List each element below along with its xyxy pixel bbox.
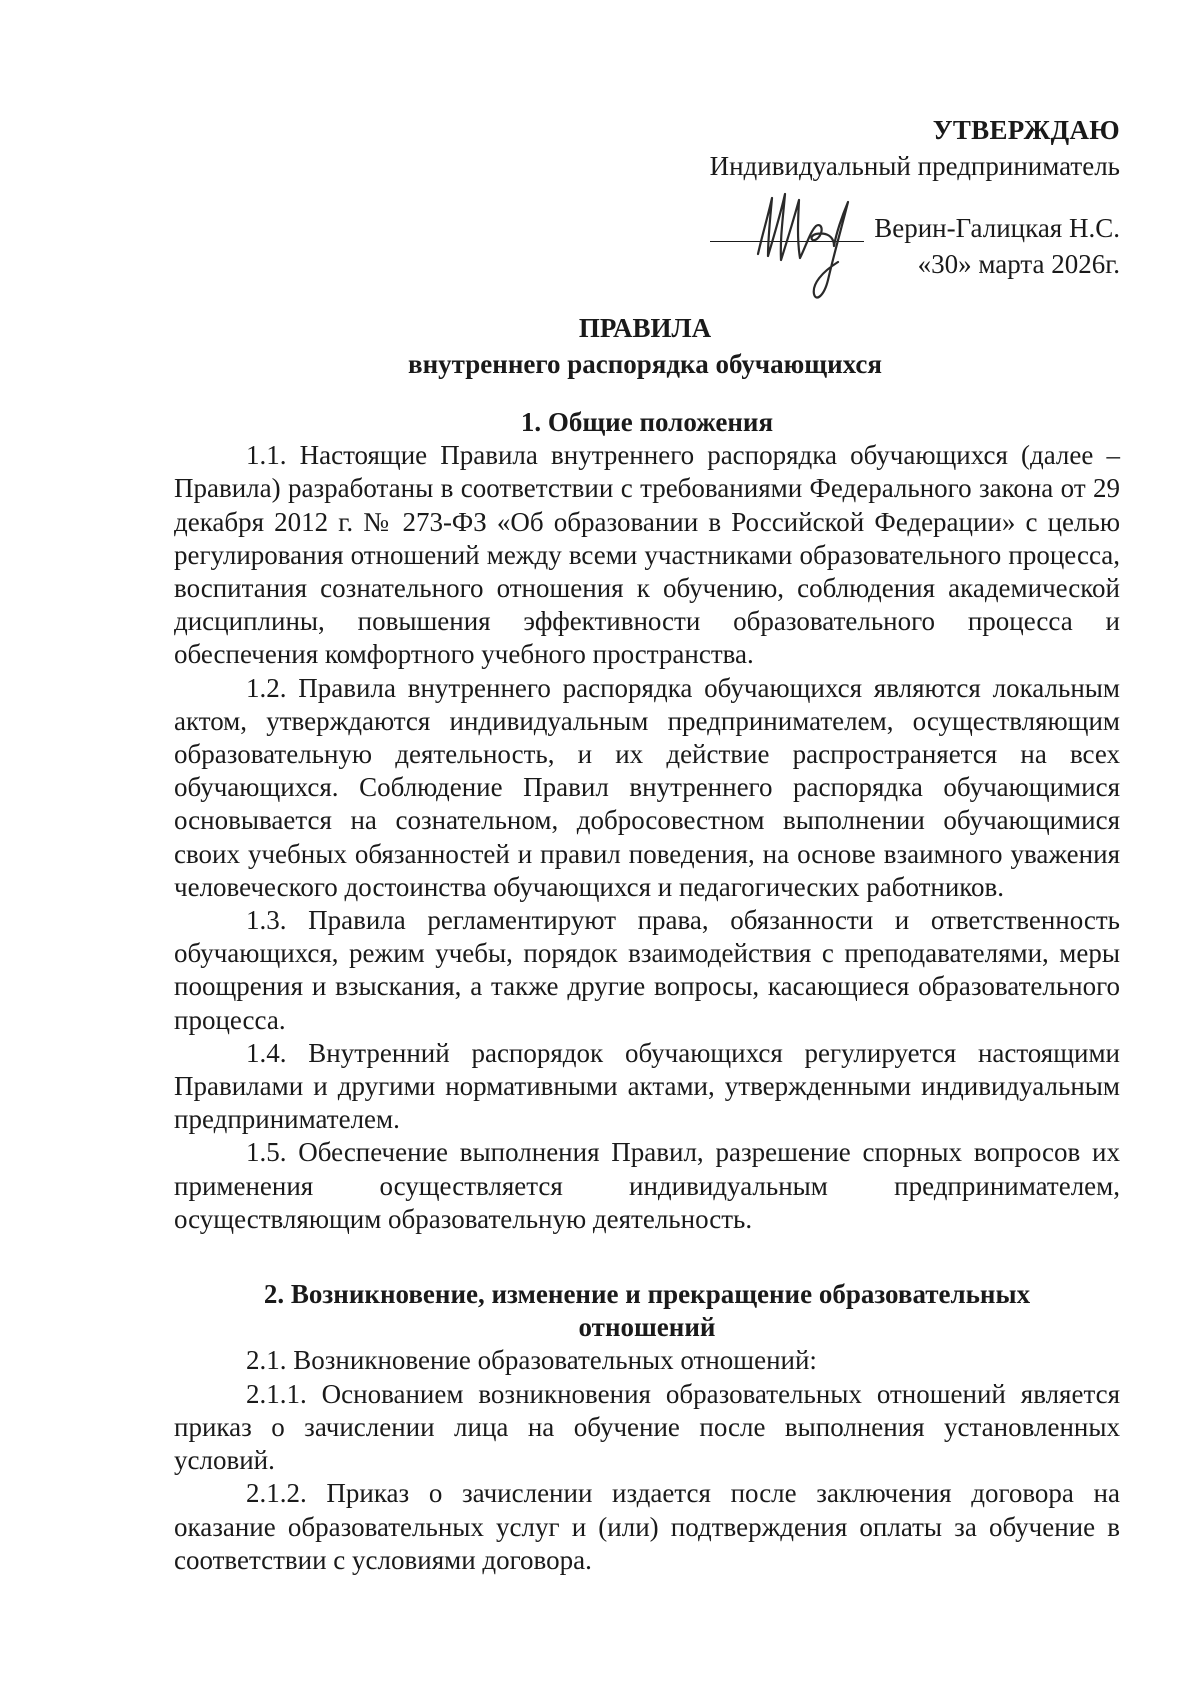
document-title: ПРАВИЛА [578,313,712,343]
approval-block [560,112,1120,282]
document-subtitle: внутреннего распорядка обучающихся [408,349,882,379]
handwritten-signature [738,176,868,306]
signature-line [560,210,1120,246]
paragraph-2-1: 2.1. Возникновение образовательных отношений: [246,1345,817,1376]
paragraph-1-5: 1.5. Обеспечение выполнения Правил, разрешение спорных вопросов их применения осуществляется индивидуальным предпринимателем, осуществляющим образовательную деятельность. [174,1137,1120,1234]
paragraph-1-2: 1.2. Правила внутреннего распорядка обучающихся являются локальным актом, утверждаются индивидуальным предпринимателем, осуществляющим образовательную деятельность, и их действие распространяется на всех обучающихся. Соблюдение Правил внутреннего распорядка обучающимися основывается на сознательном, добросовестном выполнении обучающимися своих учебных обязанностей и правил поведения, на основе взаимного уважения человеческого достоинства обучающихся и педагогических работников. [174,672,1120,902]
document-title-block [170,310,1120,382]
section-heading-2: 2. Возникновение, изменение и прекращение образовательных отношений [263,1279,1031,1343]
paragraph-1-4: 1.4. Внутренний распорядок обучающихся регулируется настоящими Правилами и другими нормативными актами, утвержденными индивидуальным предпринимателем. [174,1037,1120,1135]
paragraph-1-1: 1.1. Настоящие Правила внутреннего распорядка обучающихся (далее – Правила) разработаны в соответствии с требованиями Федерального закона от 29 декабря 2012 г. № 273-ФЗ «Об образовании в Российской Федерации» с целью регулирования отношений между всеми участниками образовательного процесса, воспитания сознательного отношения к обучению, соблюдения академической дисциплины, повышения эффективности образовательного процесса и обеспечения комфортного учебного пространства. [174,440,1120,670]
approval-title: УТВЕРЖДАЮ [932,115,1120,145]
paragraph-2-1-1: 2.1.1. Основанием возникновения образовательных отношений является приказ о зачислении лица на обучение после выполнения установленных условий. [174,1378,1120,1476]
approval-position: Индивидуальный предприниматель [709,151,1120,181]
paragraph-2-1-2: 2.1.2. Приказ о зачислении издается после заключения договора на оказание образовательных услуг и (или) подтверждения оплаты за обучение в соответствии с условиями договора. [174,1478,1120,1575]
approval-name: Верин-Галицкая Н.С. [874,213,1120,243]
document-body [174,406,1120,1577]
paragraph-1-3: 1.3. Правила регламентируют права, обязанности и ответственность обучающихся, режим учебы, порядок взаимодействия с преподавателями, меры поощрения и взыскания, а также другие вопросы, касающиеся образовательного процесса. [174,905,1120,1035]
section-heading-1: 1. Общие положения [520,407,774,437]
approval-date: «30» марта 2026г. [917,249,1120,279]
